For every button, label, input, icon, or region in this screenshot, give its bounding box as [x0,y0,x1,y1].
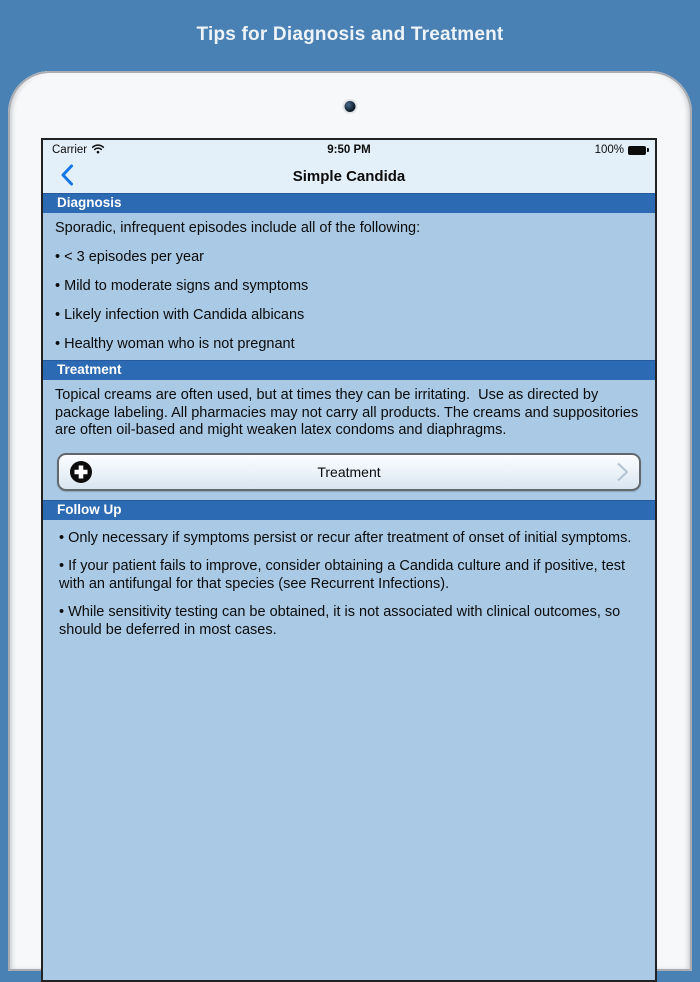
treatment-content [43,380,655,500]
medical-plus-icon [69,460,93,484]
diagnosis-content [43,213,655,360]
page-title: Tips for Diagnosis and Treatment [196,24,504,45]
nav-title: Simple Candida [292,168,406,185]
list-item: • Healthy woman who is not pregnant [55,335,643,353]
back-button[interactable] [53,163,81,191]
battery-percent-label: 100% [594,144,624,156]
front-camera-icon [345,101,356,112]
section-header-follow-up: Follow Up [43,500,655,520]
battery-icon [628,146,646,155]
diagnosis-intro: Sporadic, infrequent episodes include all of the following: [55,220,421,236]
page-banner [0,0,700,70]
follow-up-bullet-list [55,529,643,639]
treatment-button[interactable] [57,453,641,491]
list-item: • Likely infection with Candida albicans [55,306,643,324]
ipad-frame [8,71,692,971]
list-item: • Mild to moderate signs and symptoms [55,277,643,295]
ipad-screen [41,138,657,982]
status-time: 9:50 PM [327,144,371,156]
treatment-paragraph: Topical creams are often used, but at times they can be irritating. Use as directed by package labeling. All pharmacies may not carry all products. The creams and suppositories are often oil-based and might weaken latex condoms and diaphragms. [55,387,643,438]
carrier-label: Carrier [52,144,88,156]
follow-up-content [43,520,655,649]
section-header-diagnosis: Diagnosis [43,193,655,213]
list-item: • Only necessary if symptoms persist or recur after treatment of onset of initial symptoms. [55,529,643,547]
list-item: • If your patient fails to improve, consider obtaining a Candida culture and if positive, test with an antifungal for that species (see Recurrent Infections). [55,557,643,593]
chevron-left-icon [60,164,74,191]
list-item: • < 3 episodes per year [55,248,643,266]
diagnosis-bullet-list [55,248,643,353]
chevron-right-icon [616,461,629,488]
nav-bar [43,160,655,193]
section-header-treatment: Treatment [43,360,655,380]
treatment-button-label: Treatment [317,463,381,480]
status-bar [43,140,655,160]
list-item: • While sensitivity testing can be obtained, it is not associated with clinical outcomes, so should be deferred in most cases. [55,603,643,639]
